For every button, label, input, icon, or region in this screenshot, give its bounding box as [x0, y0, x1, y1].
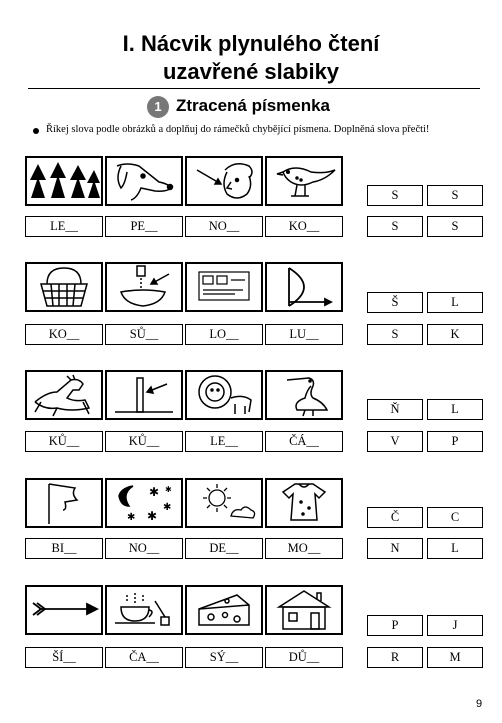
teacup-icon [107, 587, 181, 633]
word-box[interactable]: SŮ__ [105, 324, 183, 345]
word-box[interactable]: LE__ [185, 431, 263, 452]
picture-bow [265, 262, 343, 312]
horse-icon [27, 372, 101, 418]
letter-box: R [367, 647, 423, 668]
picture-stake [105, 370, 183, 420]
word-box[interactable]: KŮ__ [105, 431, 183, 452]
picture-lottery-ticket [185, 262, 263, 312]
lottery-ticket-icon [187, 264, 261, 310]
word-box[interactable]: KŮ__ [25, 431, 103, 452]
word-box[interactable]: NO__ [105, 538, 183, 559]
dress-icon [267, 480, 341, 526]
letter-box: S [367, 324, 423, 345]
svg-text:✱: ✱ [149, 485, 160, 499]
letter-box: L [427, 538, 483, 559]
bullet-icon [33, 128, 39, 134]
letter-box: Ň [367, 399, 423, 420]
picture-forest [25, 156, 103, 206]
house-icon [267, 587, 341, 633]
picture-teacup [105, 585, 183, 635]
word-box[interactable]: ČA__ [105, 647, 183, 668]
cheese-icon [187, 587, 261, 633]
section-title: Ztracená písmenka [176, 96, 331, 115]
word-box[interactable]: MO__ [265, 538, 343, 559]
picture-cheese [185, 585, 263, 635]
picture-night-sky [105, 478, 183, 528]
word-box[interactable]: ŠÍ__ [25, 647, 103, 668]
arrow-icon [27, 587, 101, 633]
letter-box: V [367, 431, 423, 452]
word-box[interactable]: NO__ [185, 216, 263, 237]
letter-box: P [367, 615, 423, 636]
picture-lion [185, 370, 263, 420]
letter-box: C [427, 507, 483, 528]
picture-arrow [25, 585, 103, 635]
word-box[interactable]: DE__ [185, 538, 263, 559]
picture-nose [185, 156, 263, 206]
sun-icon [187, 480, 261, 526]
picture-dress [265, 478, 343, 528]
letter-box: P [427, 431, 483, 452]
letter-box: J [427, 615, 483, 636]
forest-icon [27, 158, 101, 204]
svg-text:✱: ✱ [127, 512, 136, 523]
letter-box: K [427, 324, 483, 345]
picture-horse [25, 370, 103, 420]
stake-icon [107, 372, 181, 418]
letter-box: M [427, 647, 483, 668]
page-number: 9 [476, 698, 483, 710]
picture-sun [185, 478, 263, 528]
picture-basket [25, 262, 103, 312]
letter-box: S [427, 185, 483, 206]
page-title-line2: uzavřené slabiky [162, 59, 340, 84]
svg-text:✱: ✱ [163, 502, 172, 513]
word-box[interactable]: LE__ [25, 216, 103, 237]
section-number-badge: 1 [147, 96, 169, 118]
word-box[interactable]: LU__ [265, 324, 343, 345]
dog-icon [107, 158, 181, 204]
letter-box: S [427, 216, 483, 237]
letter-box: L [427, 292, 483, 313]
letter-box: Č [367, 507, 423, 528]
word-box[interactable]: KO__ [265, 216, 343, 237]
picture-house [265, 585, 343, 635]
bowl-icon [107, 264, 181, 310]
letter-box: S [367, 185, 423, 206]
flag-icon [27, 480, 101, 526]
instruction-text: Říkej slova podle obrázků a doplňuj do rámečků chybějící písmena. Doplněná slova přečti! [46, 124, 430, 135]
word-box[interactable]: ČÁ__ [265, 431, 343, 452]
thrush-icon [267, 158, 341, 204]
picture-thrush [265, 156, 343, 206]
word-box[interactable]: BI__ [25, 538, 103, 559]
night-sky-icon [107, 480, 181, 526]
word-box[interactable]: PE__ [105, 216, 183, 237]
word-box[interactable]: DŮ__ [265, 647, 343, 668]
lion-icon [187, 372, 261, 418]
letter-box: L [427, 399, 483, 420]
letter-box: S [367, 216, 423, 237]
word-box[interactable]: SÝ__ [185, 647, 263, 668]
word-box[interactable]: KO__ [25, 324, 103, 345]
svg-text:✱: ✱ [165, 485, 172, 494]
word-box[interactable]: LO__ [185, 324, 263, 345]
letter-box: N [367, 538, 423, 559]
page-title-line1: I. Nácvik plynulého čtení [122, 31, 380, 56]
picture-heron [265, 370, 343, 420]
basket-icon [27, 264, 101, 310]
letter-box: Š [367, 292, 423, 313]
picture-flag [25, 478, 103, 528]
svg-text:✱: ✱ [147, 509, 158, 523]
picture-bowl [105, 262, 183, 312]
nose-icon [187, 158, 261, 204]
title-divider [28, 88, 480, 89]
picture-dog [105, 156, 183, 206]
heron-icon [267, 372, 341, 418]
bow-icon [267, 264, 341, 310]
